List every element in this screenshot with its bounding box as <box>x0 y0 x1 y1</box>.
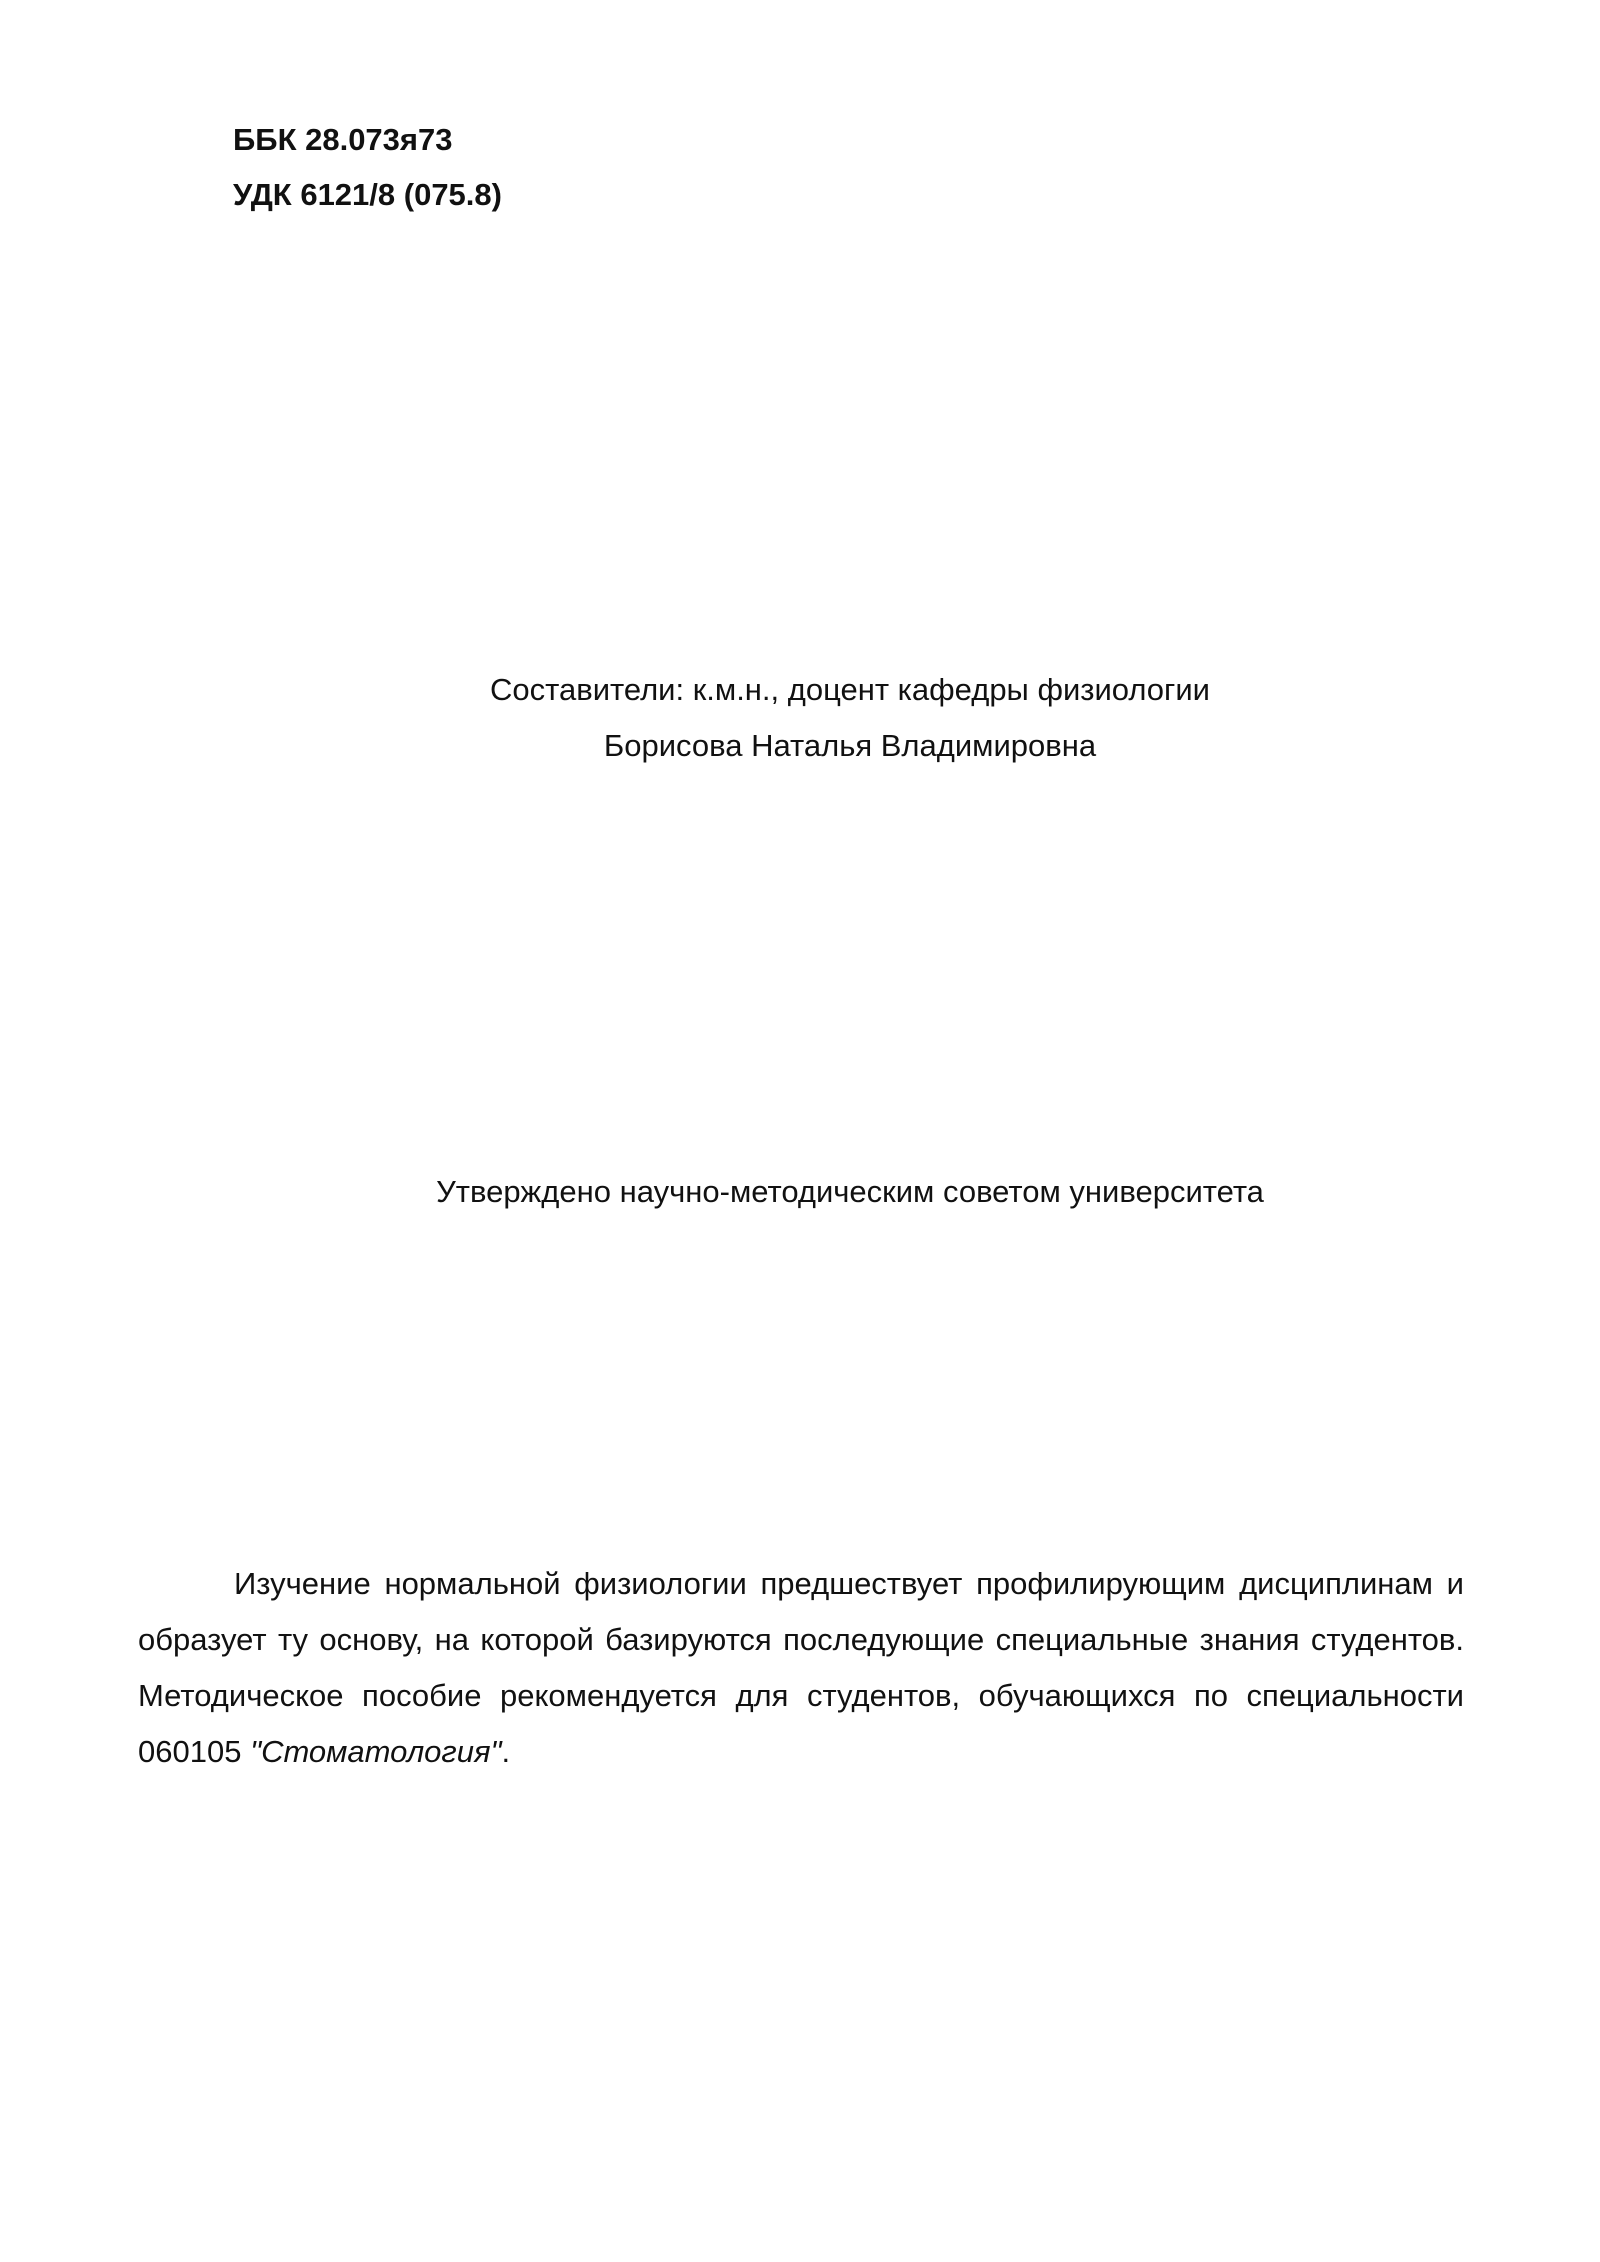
approval-statement: Утверждено научно-методическим советом университета <box>436 1174 1264 1209</box>
abstract-text: Изучение нормальной физиологии предшествует профилирующим дисциплинам и образует ту основу, на которой базируются последующие специальные знания студентов. Методическое пособие рекомендуется для студентов, обучающихся по специальности 060105 <box>138 1566 1464 1769</box>
compilers-block <box>300 662 1400 774</box>
classification-codes <box>233 112 502 222</box>
compilers-line: Составители: к.м.н., доцент кафедры физиологии <box>490 672 1210 707</box>
compiler-name: Борисова Наталья Владимировна <box>603 728 1097 763</box>
abstract-paragraph <box>138 1556 1464 1780</box>
abstract-end: . <box>501 1734 511 1769</box>
specialty-name: "Стоматология" <box>250 1734 502 1769</box>
bbk-code: ББК 28.073я73 <box>233 122 453 157</box>
udk-code: УДК 6121/8 (075.8) <box>233 177 502 212</box>
